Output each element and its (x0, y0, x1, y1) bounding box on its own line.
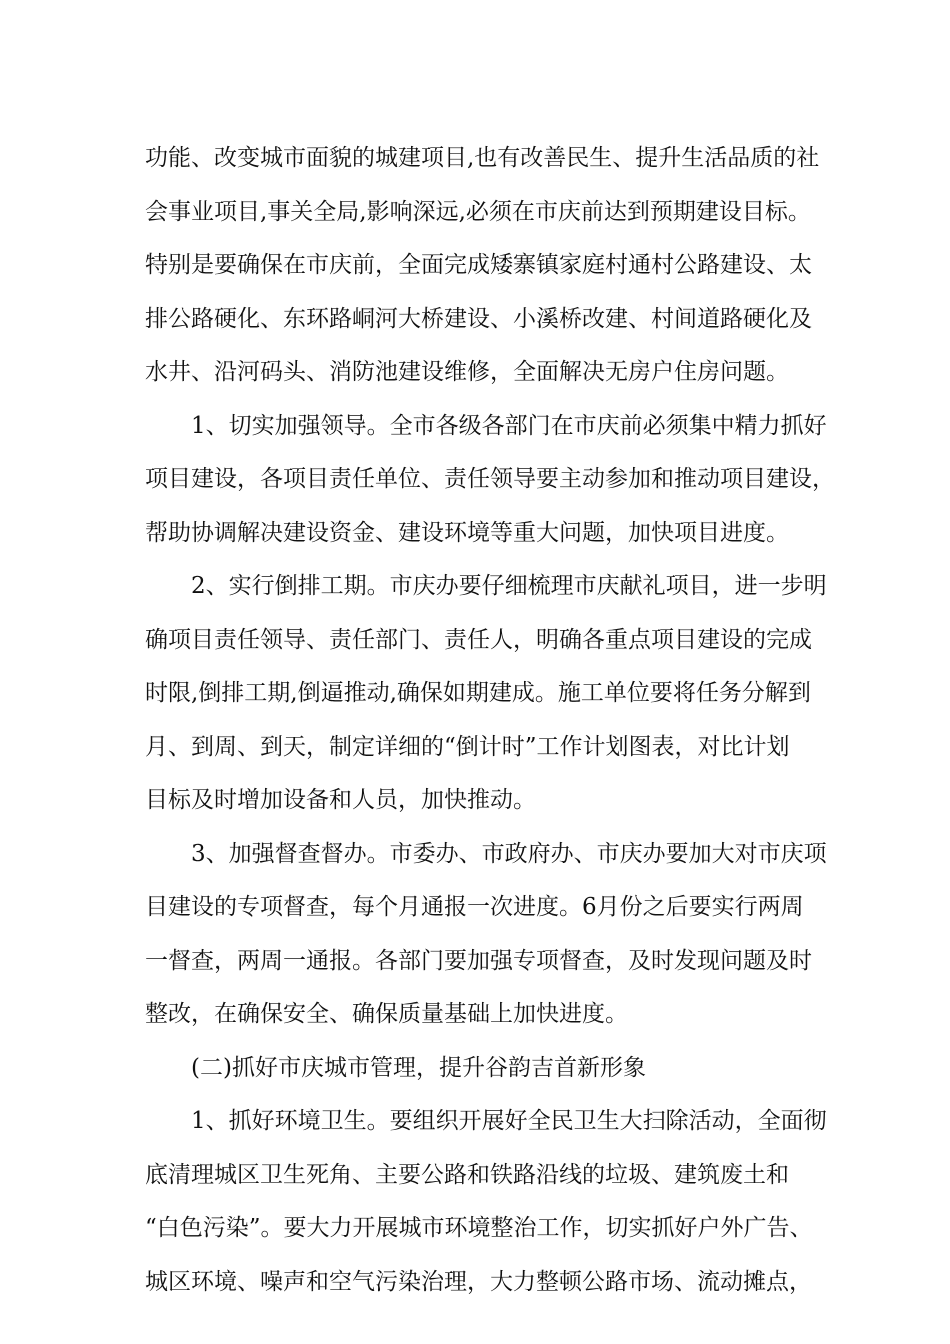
text-line: 月、到周、到天，制定详细的“倒计时”工作计划图表，对比计划 (145, 733, 790, 760)
text-line: 目建设的专项督查，每个月通报一次进度。6月份之后要实行两周 (145, 894, 804, 920)
text-line: 确项目责任领导、责任部门、责任人，明确各重点项目建设的完成 (145, 626, 812, 653)
text-line: 水井、沿河码头、消防池建设维修，全面解决无房户住房问题。 (145, 359, 789, 385)
paragraph-first-line: 2、实行倒排工期。市庆办要仔细梳理市庆献礼项目，进一步明 (191, 573, 827, 599)
text-line: 目标及时增加设备和人员，加快推动。 (145, 787, 536, 813)
text-line: 排公路硬化、东环路峒河大桥建设、小溪桥改建、村间道路硬化及 (145, 305, 812, 332)
text-line: 特别是要确保在市庆前，全面完成矮寨镇家庭村通村公路建设、太 (145, 252, 812, 278)
paragraph-first-line: 1、抓好环境卫生。要组织开展好全民卫生大扫除活动，全面彻 (191, 1108, 827, 1134)
text-line: 帮助协调解决建设资金、建设环境等重大问题，加快项目进度。 (145, 519, 789, 546)
text-line: 时限,倒排工期,倒逼推动,确保如期建成。施工单位要将任务分解到 (145, 680, 811, 706)
text-line: 城区环境、噪声和空气污染治理，大力整顿公路市场、流动摊点， (145, 1268, 812, 1295)
text-line: 一督查，两周一通报。各部门要加强专项督查，及时发现问题及时 (145, 947, 812, 974)
text-line: 底清理城区卫生死角、主要公路和铁路沿线的垃圾、建筑废土和 (145, 1161, 789, 1188)
text-line: 项目建设，各项目责任单位、责任领导要主动参加和推动项目建设， (145, 466, 835, 492)
section-heading: (二)抓好市庆城市管理，提升谷韵吉首新形象 (191, 1054, 646, 1081)
text-line: 会事业项目,事关全局,影响深远,必须在市庆前达到预期建设目标。 (145, 198, 811, 225)
text-line: “白色污染”。要大力开展城市环境整治工作，切实抓好户外广告、 (145, 1215, 813, 1241)
paragraph-first-line: 1、切实加强领导。全市各级各部门在市庆前必须集中精力抓好 (191, 412, 827, 439)
text-line: 整改，在确保安全、确保质量基础上加快进度。 (145, 1001, 628, 1027)
text-line: 功能、改变城市面貌的城建项目,也有改善民生、提升生活品质的社 (145, 145, 820, 171)
paragraph-first-line: 3、加强督查督办。市委办、市政府办、市庆办要加大对市庆项 (191, 840, 827, 867)
document-body (145, 132, 835, 1309)
